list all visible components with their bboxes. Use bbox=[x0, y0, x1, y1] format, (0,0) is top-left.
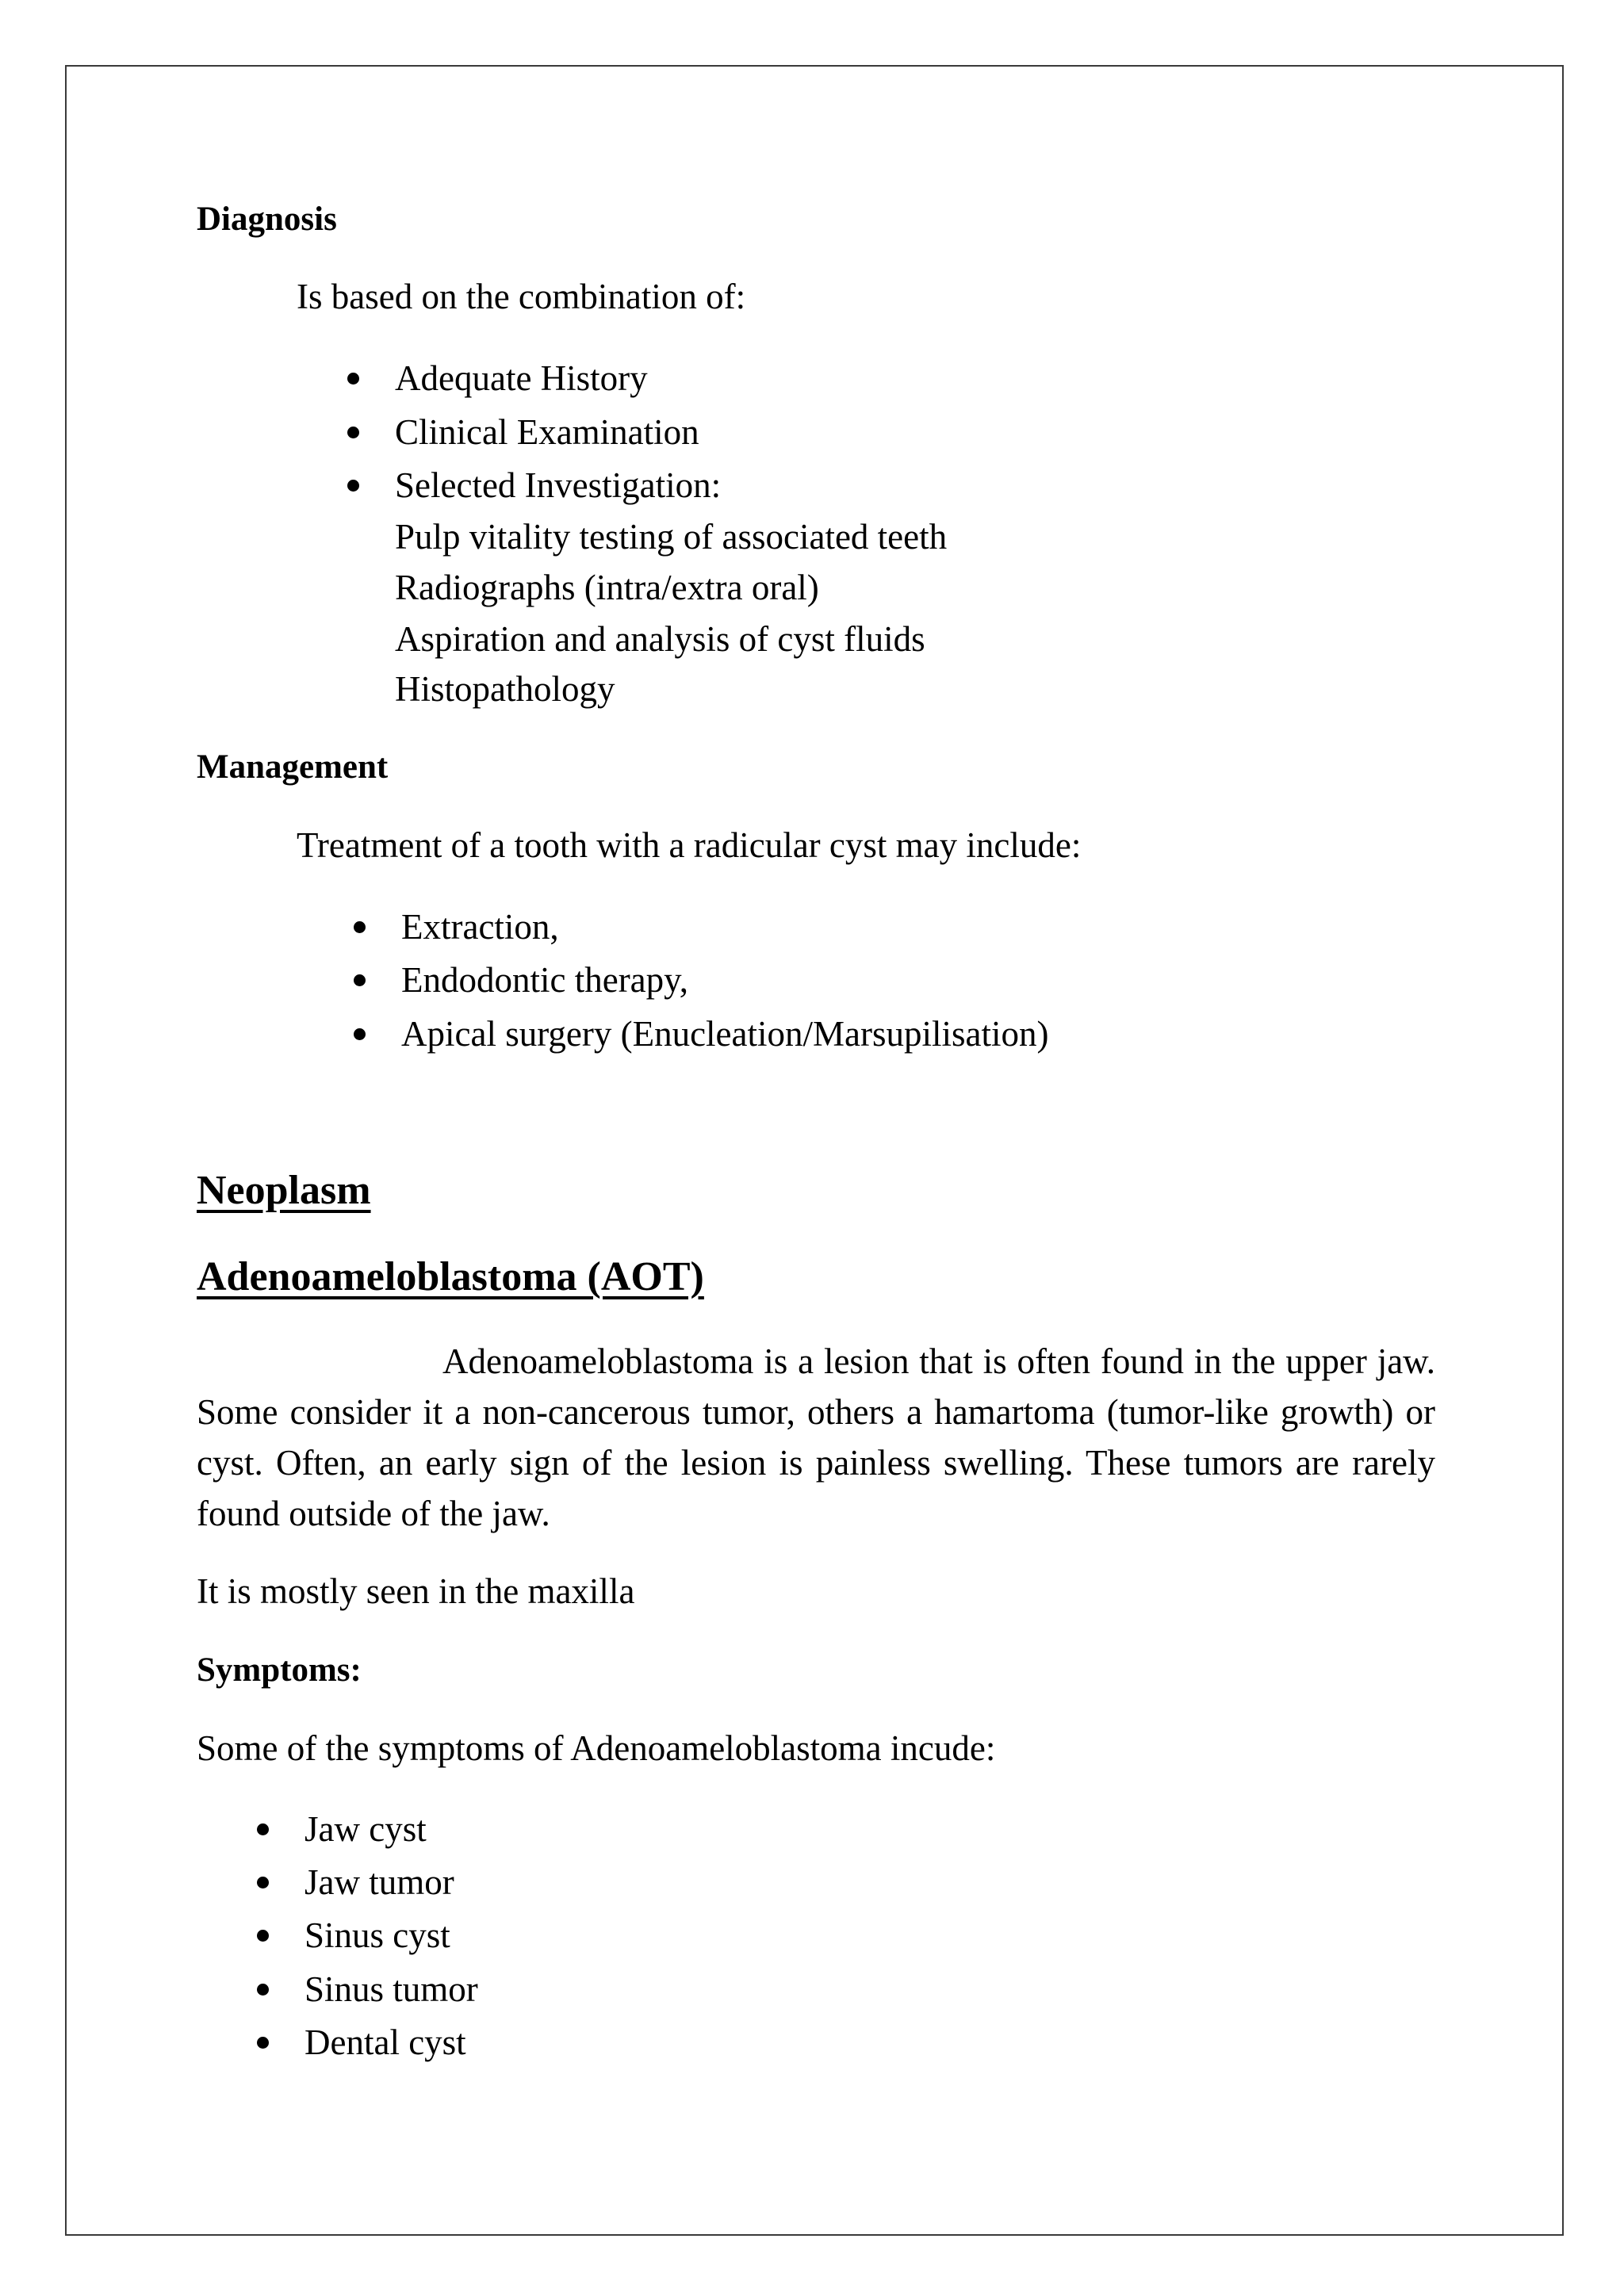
symptom-item: Sinus tumor bbox=[304, 1969, 478, 2009]
diagnosis-subitem-histopathology: Histopathology bbox=[395, 669, 615, 709]
management-intro: Treatment of a tooth with a radicular cyst may include: bbox=[297, 825, 1082, 865]
symptom-item: Dental cyst bbox=[304, 2022, 466, 2062]
diagnosis-subitem-aspiration: Aspiration and analysis of cyst fluids bbox=[395, 619, 925, 659]
aot-location-note: It is mostly seen in the maxilla bbox=[197, 1571, 635, 1611]
symptom-item: Jaw tumor bbox=[304, 1862, 454, 1902]
bullet-icon bbox=[354, 1028, 366, 1040]
diagnosis-intro: Is based on the combination of: bbox=[297, 277, 746, 316]
bullet-icon bbox=[347, 480, 359, 492]
symptom-item: Jaw cyst bbox=[304, 1809, 427, 1849]
management-bullet-surgery: Apical surgery (Enucleation/Marsupilisation) bbox=[401, 1014, 1049, 1054]
aot-paragraph bbox=[197, 1336, 1435, 1539]
aot-title: Adenoameloblastoma (AOT) bbox=[197, 1254, 704, 1299]
symptom-item: Sinus cyst bbox=[304, 1915, 450, 1955]
management-bullet-extraction: Extraction, bbox=[401, 907, 559, 947]
diagnosis-bullet-examination: Clinical Examination bbox=[395, 412, 699, 452]
bullet-icon bbox=[354, 921, 366, 933]
bullet-icon bbox=[347, 427, 359, 438]
symptoms-heading: Symptoms: bbox=[197, 1651, 362, 1689]
bullet-icon bbox=[347, 373, 359, 385]
page-border bbox=[65, 65, 1564, 2236]
bullet-icon bbox=[354, 974, 366, 986]
neoplasm-title: Neoplasm bbox=[197, 1168, 371, 1213]
management-bullet-endodontic: Endodontic therapy, bbox=[401, 960, 688, 1000]
diagnosis-bullet-investigation: Selected Investigation: bbox=[395, 465, 722, 505]
diagnosis-heading: Diagnosis bbox=[197, 201, 337, 238]
aot-paragraph-text: Adenoameloblastoma is a lesion that is often found in the upper jaw. Some consider it a non-cancerous tumor, others a hamartoma (tumor-like growth) or cyst. Often, an early sign of the lesion is painless swelling. These tumors are rarely found outside of the jaw. bbox=[197, 1341, 1435, 1533]
diagnosis-subitem-radiographs: Radiographs (intra/extra oral) bbox=[395, 568, 819, 607]
management-heading: Management bbox=[197, 748, 389, 786]
diagnosis-bullet-history: Adequate History bbox=[395, 358, 648, 398]
bullet-icon bbox=[257, 1877, 269, 1888]
bullet-icon bbox=[257, 1930, 269, 1942]
bullet-icon bbox=[257, 1823, 269, 1835]
bullet-icon bbox=[257, 2037, 269, 2049]
bullet-icon bbox=[257, 1984, 269, 1996]
symptoms-intro: Some of the symptoms of Adenoameloblastoma incude: bbox=[197, 1728, 996, 1768]
diagnosis-subitem-pulp: Pulp vitality testing of associated teeth bbox=[395, 517, 948, 557]
